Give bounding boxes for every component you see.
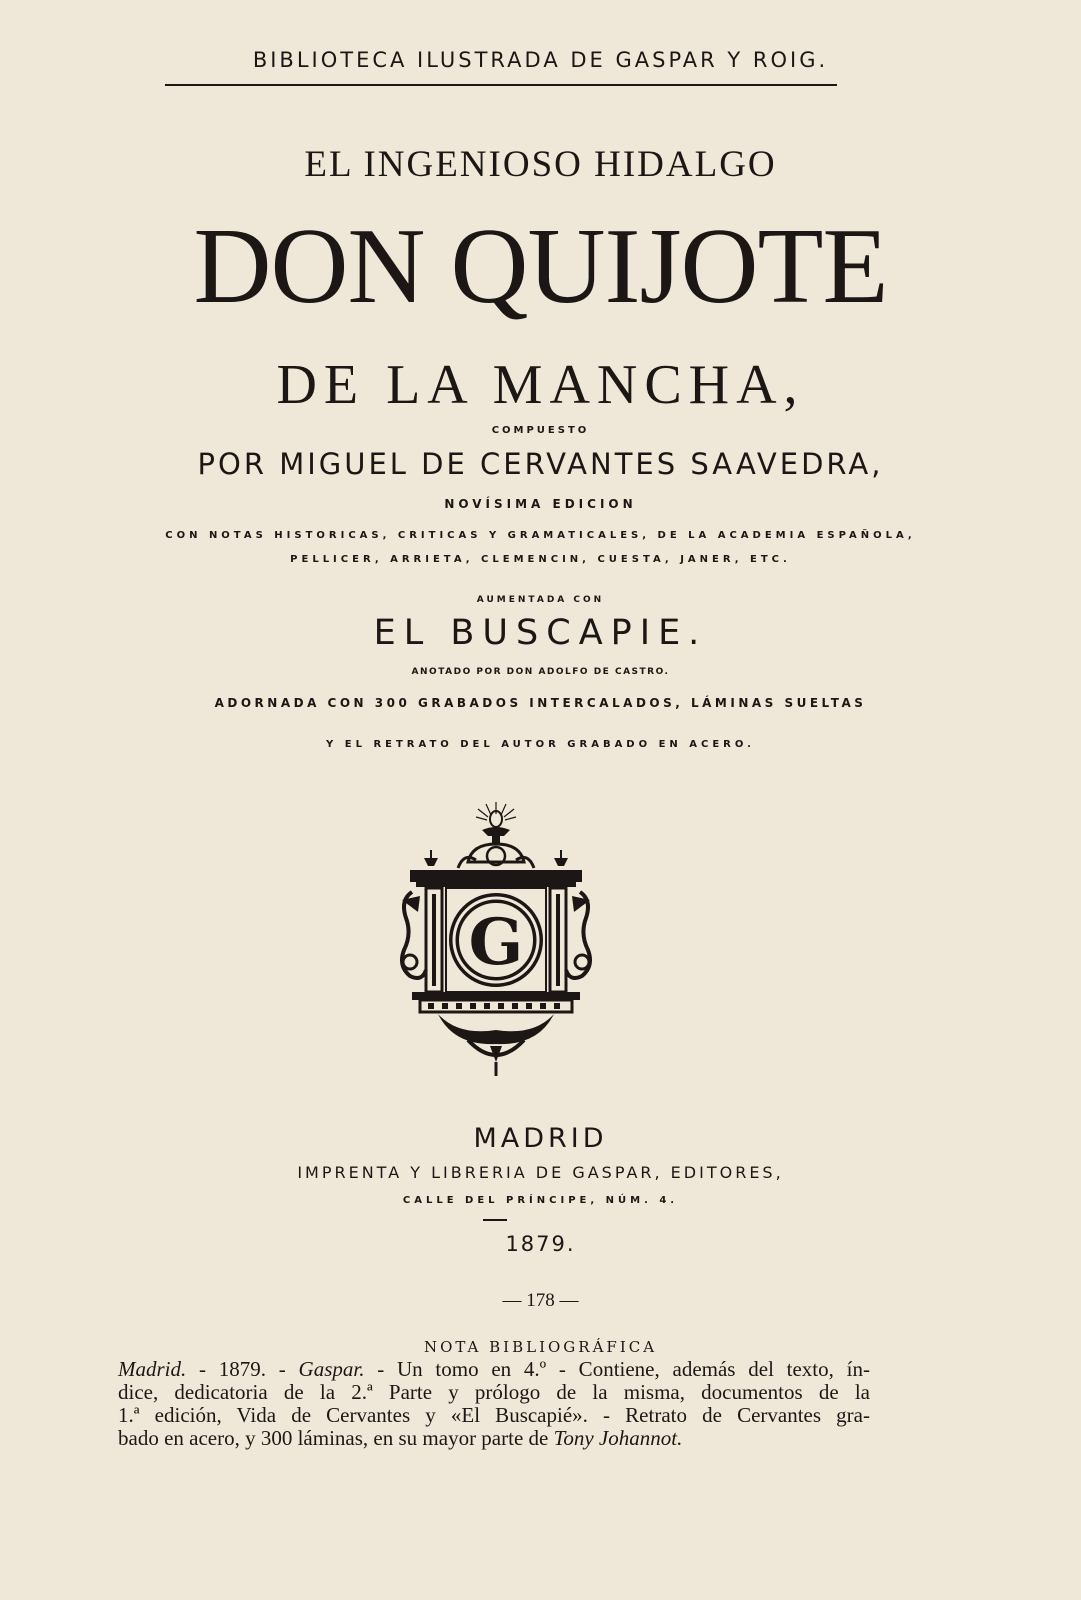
subtitle: EL INGENIOSO HIDALGO	[304, 144, 777, 185]
book-title: DON QUIJOTE	[193, 207, 888, 326]
year-rule	[483, 1219, 507, 1221]
header-rule	[165, 84, 837, 86]
bibliographic-note	[118, 1358, 870, 1450]
note-heading: NOTA BIBLIOGRÁFICA	[423, 1338, 658, 1356]
book-title-line2: DE LA MANCHA,	[276, 354, 805, 416]
city: MADRID	[473, 1123, 608, 1154]
note-publisher: Gaspar.	[298, 1357, 365, 1381]
printer-line: IMPRENTA Y LIBRERIA DE GASPAR, EDITORES,	[297, 1163, 784, 1182]
note-line-1: Madrid. - 1879. - Gaspar. - Un tomo en 4.º - Contiene, además del texto, ín-	[118, 1357, 870, 1381]
augmented-label: AUMENTADA CON	[476, 595, 605, 605]
annotated-line: ANOTADO POR DON ADOLFO DE CASTRO.	[411, 667, 670, 677]
edition-line: NOVÍSIMA EDICION	[444, 497, 637, 511]
note-line-2: dice, dedicatoria de la 2.ª Parte y prólogo de la misma, documentos de la	[118, 1380, 870, 1404]
buscapie-title: EL BUSCAPIE.	[373, 613, 708, 653]
series-heading: BIBLIOTECA ILUSTRADA DE GASPAR Y ROIG.	[252, 48, 829, 72]
page-number: — 178 —	[502, 1290, 579, 1311]
note-place: Madrid.	[118, 1357, 187, 1381]
publication-year: 1879.	[505, 1232, 576, 1256]
publisher-emblem-icon	[398, 800, 594, 1080]
note-illustrator: Tony Johannot.	[553, 1426, 683, 1450]
composed-label: COMPUESTO	[491, 425, 590, 436]
note-line-3: 1.ª edición, Vida de Cervantes y «El Buscapié». - Retrato de Cervantes gra-	[118, 1403, 870, 1427]
street-address: CALLE DEL PRÍNCIPE, NÚM. 4.	[402, 1195, 679, 1206]
emblem-letter: G	[468, 905, 524, 980]
illustrations-line: ADORNADA CON 300 GRABADOS INTERCALADOS, LÁMINAS SUELTAS	[214, 696, 867, 710]
notes-line-1: CON NOTAS HISTORICAS, CRITICAS Y GRAMATICALES, DE LA ACADEMIA ESPAÑOLA,	[165, 530, 916, 541]
portrait-line: Y EL RETRATO DEL AUTOR GRABADO EN ACERO.	[326, 739, 755, 750]
author-line: POR MIGUEL DE CERVANTES SAAVEDRA,	[197, 447, 884, 481]
notes-line-2: PELLICER, ARRIETA, CLEMENCIN, CUESTA, JANER, ETC.	[290, 554, 791, 565]
note-line-4: bado en acero, y 300 láminas, en su mayor parte de Tony Johannot.	[118, 1426, 683, 1450]
